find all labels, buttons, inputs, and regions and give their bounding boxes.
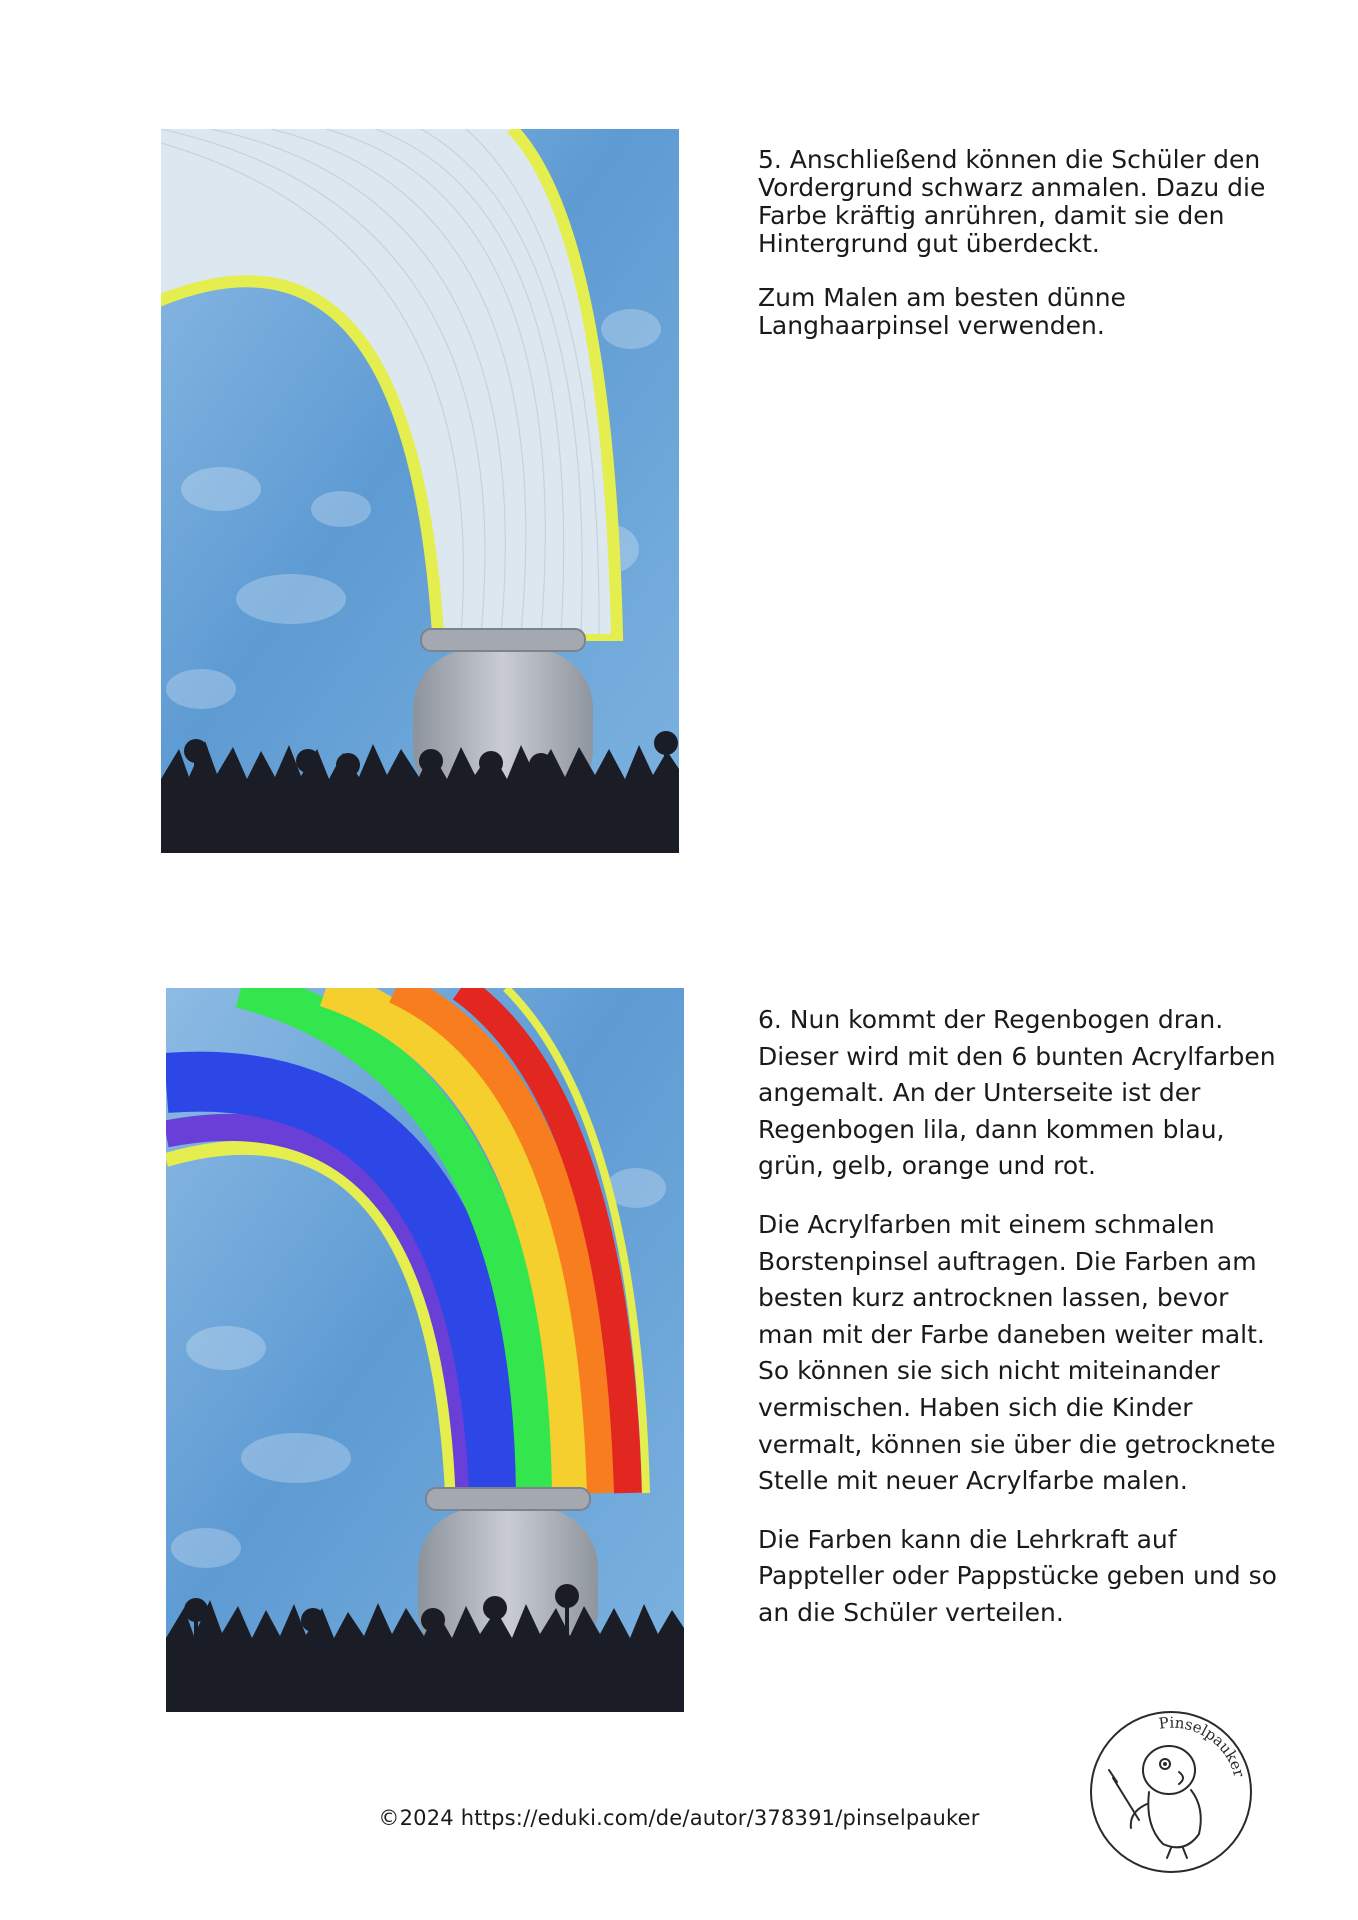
- step5-instructions: [758, 146, 1278, 340]
- copyright-footer: ©2024 https://eduki.com/de/autor/378391/pinselpauker: [378, 1806, 980, 1830]
- step6-paragraph: Die Acrylfarben mit einem schmalen Borstenpinsel auftragen. Die Farben am besten kurz antrocknen lassen, bevor man mit der Farbe daneben weiter malt. So können sie sich nicht miteinander vermischen. Haben sich die Kinder vermalt, können sie über die getrocknete Stelle mit neuer Acrylfarbe malen.: [758, 1209, 1276, 1496]
- pinselpauker-logo: [1087, 1708, 1255, 1876]
- step6-illustration: [166, 988, 684, 1712]
- svg-text:Pinselpauker: Pinselpauker: [1157, 1713, 1249, 1779]
- step5-illustration: [161, 129, 679, 853]
- step5-paragraph: 5. Anschließend können die Schüler den Vordergrund schwarz anmalen. Dazu die Farbe kräftig anrühren, damit sie den Hintergrund gut überdeckt.: [758, 145, 1266, 258]
- step5-paragraph: Zum Malen am besten dünne Langhaarpinsel verwenden.: [758, 283, 1126, 340]
- step6-paragraph: 6. Nun kommt der Regenbogen dran. Dieser wird mit den 6 bunten Acrylfarben angemalt. An der Unterseite ist der Regenbogen lila, dann kommen blau, grün, gelb, orange und rot.: [758, 1005, 1276, 1181]
- step6-paragraph: Die Farben kann die Lehrkraft auf Pappteller oder Pappstücke geben und so an die Schüler verteilen.: [758, 1524, 1277, 1627]
- step6-instructions: [758, 1002, 1278, 1632]
